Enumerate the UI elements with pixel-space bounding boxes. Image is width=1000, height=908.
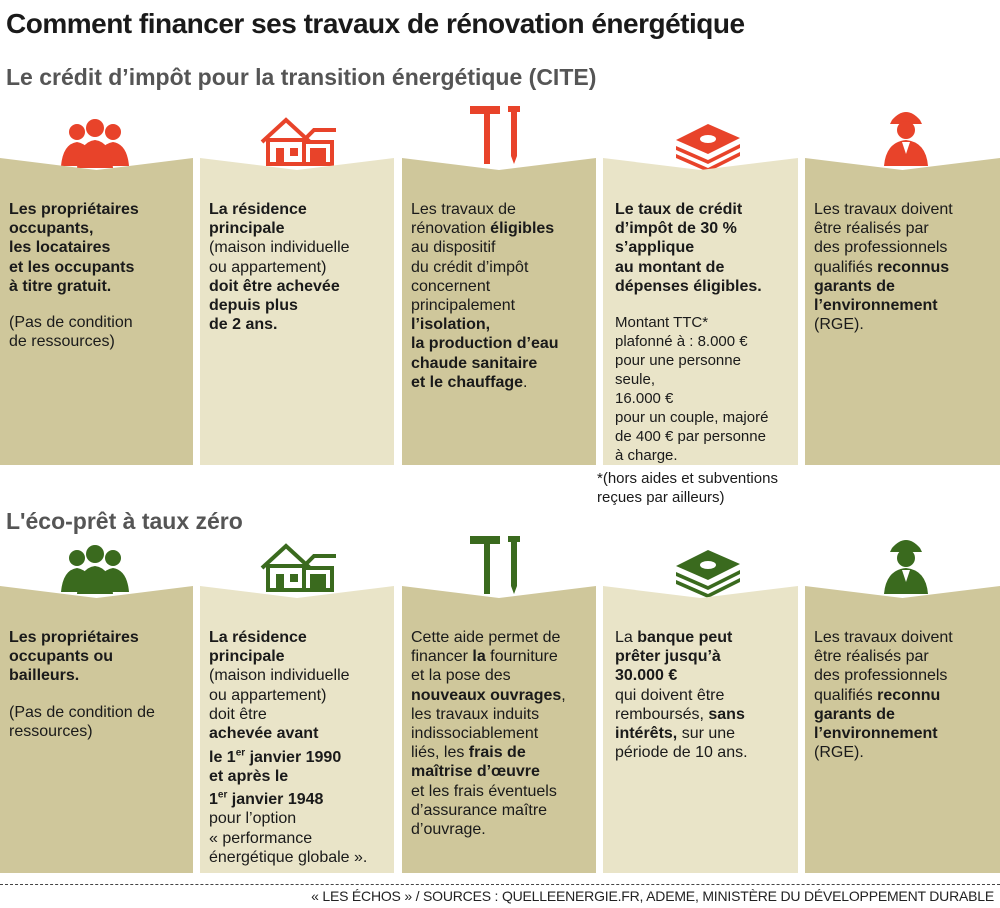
text: s’applique bbox=[615, 239, 695, 257]
text: énergétique globale ». bbox=[209, 848, 368, 866]
eco-column-4 bbox=[603, 586, 796, 873]
text: er bbox=[217, 789, 228, 801]
text: pour un couple, majoré bbox=[615, 409, 769, 427]
text: pour une personne bbox=[615, 352, 741, 370]
text: ressources) bbox=[9, 722, 93, 740]
text: et les occupants bbox=[9, 258, 135, 276]
text: occupants, bbox=[9, 220, 94, 238]
divider bbox=[0, 884, 1000, 885]
text: période de 10 ans. bbox=[615, 744, 748, 762]
eco-column-5 bbox=[805, 586, 998, 873]
text: la bbox=[472, 648, 486, 666]
text: Les travaux de bbox=[411, 201, 516, 218]
text: les locataires bbox=[9, 239, 111, 257]
text: remboursés, bbox=[615, 705, 709, 723]
text: maîtrise d’œuvre bbox=[411, 763, 540, 781]
text: de 400 € par personne bbox=[615, 428, 766, 446]
text: er bbox=[235, 747, 246, 759]
eco-column-3 bbox=[402, 586, 595, 873]
text: de 2 ans. bbox=[209, 316, 278, 334]
text: La résidence bbox=[209, 629, 307, 646]
text: de ressources) bbox=[9, 333, 115, 351]
text: dépenses éligibles. bbox=[615, 277, 762, 295]
text: ou appartement) bbox=[209, 258, 327, 276]
text: la production d’eau bbox=[411, 335, 559, 353]
text: garants de bbox=[814, 705, 895, 723]
eco-column-2 bbox=[200, 586, 393, 873]
text: 30.000 € bbox=[615, 667, 678, 685]
text: (maison individuelle bbox=[209, 239, 350, 257]
text: garants de bbox=[814, 277, 895, 295]
text: à titre gratuit. bbox=[9, 277, 112, 295]
text: au dispositif bbox=[411, 239, 496, 257]
text: qualifiés bbox=[814, 686, 878, 704]
text: pour l’option bbox=[209, 810, 297, 828]
text: . bbox=[523, 373, 528, 391]
text: les travaux induits bbox=[411, 705, 540, 723]
text: et après le bbox=[209, 767, 289, 785]
text: sans bbox=[708, 705, 745, 723]
text: frais de bbox=[468, 744, 526, 762]
text: La résidence bbox=[209, 201, 307, 218]
eco-column-1 bbox=[0, 586, 193, 873]
text: 1 bbox=[209, 791, 218, 809]
text: au montant de bbox=[615, 258, 725, 276]
text: l’environnement bbox=[814, 297, 938, 315]
text: rénovation bbox=[411, 220, 491, 238]
text: Montant TTC* bbox=[615, 314, 709, 332]
main-title: Comment financer ses travaux de rénovation énergétique bbox=[6, 8, 745, 39]
text: Les travaux doivent bbox=[814, 201, 953, 218]
text: sur une bbox=[677, 725, 736, 743]
text: être réalisés par bbox=[814, 648, 929, 666]
text: (maison individuelle bbox=[209, 667, 350, 685]
text: l’isolation, bbox=[411, 316, 491, 334]
text: Le taux de crédit bbox=[615, 201, 743, 218]
text: principalement bbox=[411, 297, 516, 315]
text: chaude sanitaire bbox=[411, 354, 538, 372]
text: et les frais éventuels bbox=[411, 782, 557, 800]
text: achevée avant bbox=[209, 725, 319, 743]
cite-column-2 bbox=[200, 158, 393, 465]
cite-column-4 bbox=[603, 158, 796, 465]
text: , bbox=[561, 686, 566, 704]
cite-column-5 bbox=[805, 158, 998, 465]
text: (Pas de condition bbox=[9, 314, 133, 332]
text: La bbox=[615, 629, 638, 646]
text: être réalisés par bbox=[814, 220, 929, 238]
text: d’assurance maître bbox=[411, 801, 548, 819]
text: Cette aide permet de bbox=[411, 629, 561, 646]
text: principale bbox=[209, 648, 285, 666]
text: qui doivent être bbox=[615, 686, 725, 704]
text: (Pas de condition de bbox=[9, 703, 155, 721]
text: reconnus bbox=[877, 258, 950, 276]
text: à charge. bbox=[615, 447, 678, 465]
cite-column-1 bbox=[0, 158, 193, 465]
text: liés, les bbox=[411, 744, 469, 762]
source-credit: « LES ÉCHOS » / SOURCES : QUELLEENERGIE.FR, ADEME, MINISTÈRE DU DÉVELOPPEMENT DURABLE bbox=[311, 888, 994, 904]
text: prêter jusqu’à bbox=[615, 648, 721, 666]
text: et le chauffage bbox=[411, 373, 524, 391]
text: depuis plus bbox=[209, 297, 298, 315]
text: qualifiés bbox=[814, 258, 878, 276]
text: doit être bbox=[209, 705, 267, 723]
text: principale bbox=[209, 220, 285, 238]
text: des professionnels bbox=[814, 667, 948, 685]
text: janvier 1990 bbox=[245, 748, 342, 766]
cite-section-title: Le crédit d’impôt pour la transition énergétique (CITE) bbox=[6, 64, 597, 90]
text: doit être achevée bbox=[209, 277, 340, 295]
text: ou appartement) bbox=[209, 686, 327, 704]
text: reconnu bbox=[877, 686, 941, 704]
text: seule, bbox=[615, 371, 656, 389]
text: éligibles bbox=[490, 220, 555, 238]
text: Les travaux doivent bbox=[814, 629, 953, 646]
text: nouveaux ouvrages bbox=[411, 686, 562, 704]
text: intérêts, bbox=[615, 725, 678, 743]
cite-column-3 bbox=[402, 158, 595, 465]
text: concernent bbox=[411, 277, 491, 295]
text: Les propriétaires bbox=[9, 201, 139, 218]
text: janvier 1948 bbox=[227, 791, 324, 809]
text: le 1 bbox=[209, 748, 236, 766]
text: l’environnement bbox=[814, 725, 938, 743]
text: occupants ou bbox=[9, 648, 114, 666]
text: (RGE). bbox=[814, 316, 864, 334]
text: fourniture bbox=[485, 648, 558, 666]
text: « performance bbox=[209, 829, 313, 847]
text: plafonné à : 8.000 € bbox=[615, 333, 748, 351]
text: financer bbox=[411, 648, 473, 666]
text: reçues par ailleurs) bbox=[597, 489, 725, 506]
eco-section-title: L'éco-prêt à taux zéro bbox=[6, 508, 243, 534]
text: *(hors aides et subventions bbox=[597, 470, 778, 487]
text: (RGE). bbox=[814, 744, 864, 762]
text: Les propriétaires bbox=[9, 629, 139, 646]
text: et la pose des bbox=[411, 667, 511, 685]
text: d’impôt de 30 % bbox=[615, 220, 737, 238]
text: des professionnels bbox=[814, 239, 948, 257]
text: du crédit d’impôt bbox=[411, 258, 529, 276]
text: 16.000 € bbox=[615, 390, 674, 408]
text: d’ouvrage. bbox=[411, 821, 486, 839]
text: indissociablement bbox=[411, 725, 539, 743]
text: banque peut bbox=[637, 629, 733, 646]
cite-footnote bbox=[597, 469, 807, 507]
text: bailleurs. bbox=[9, 667, 80, 685]
